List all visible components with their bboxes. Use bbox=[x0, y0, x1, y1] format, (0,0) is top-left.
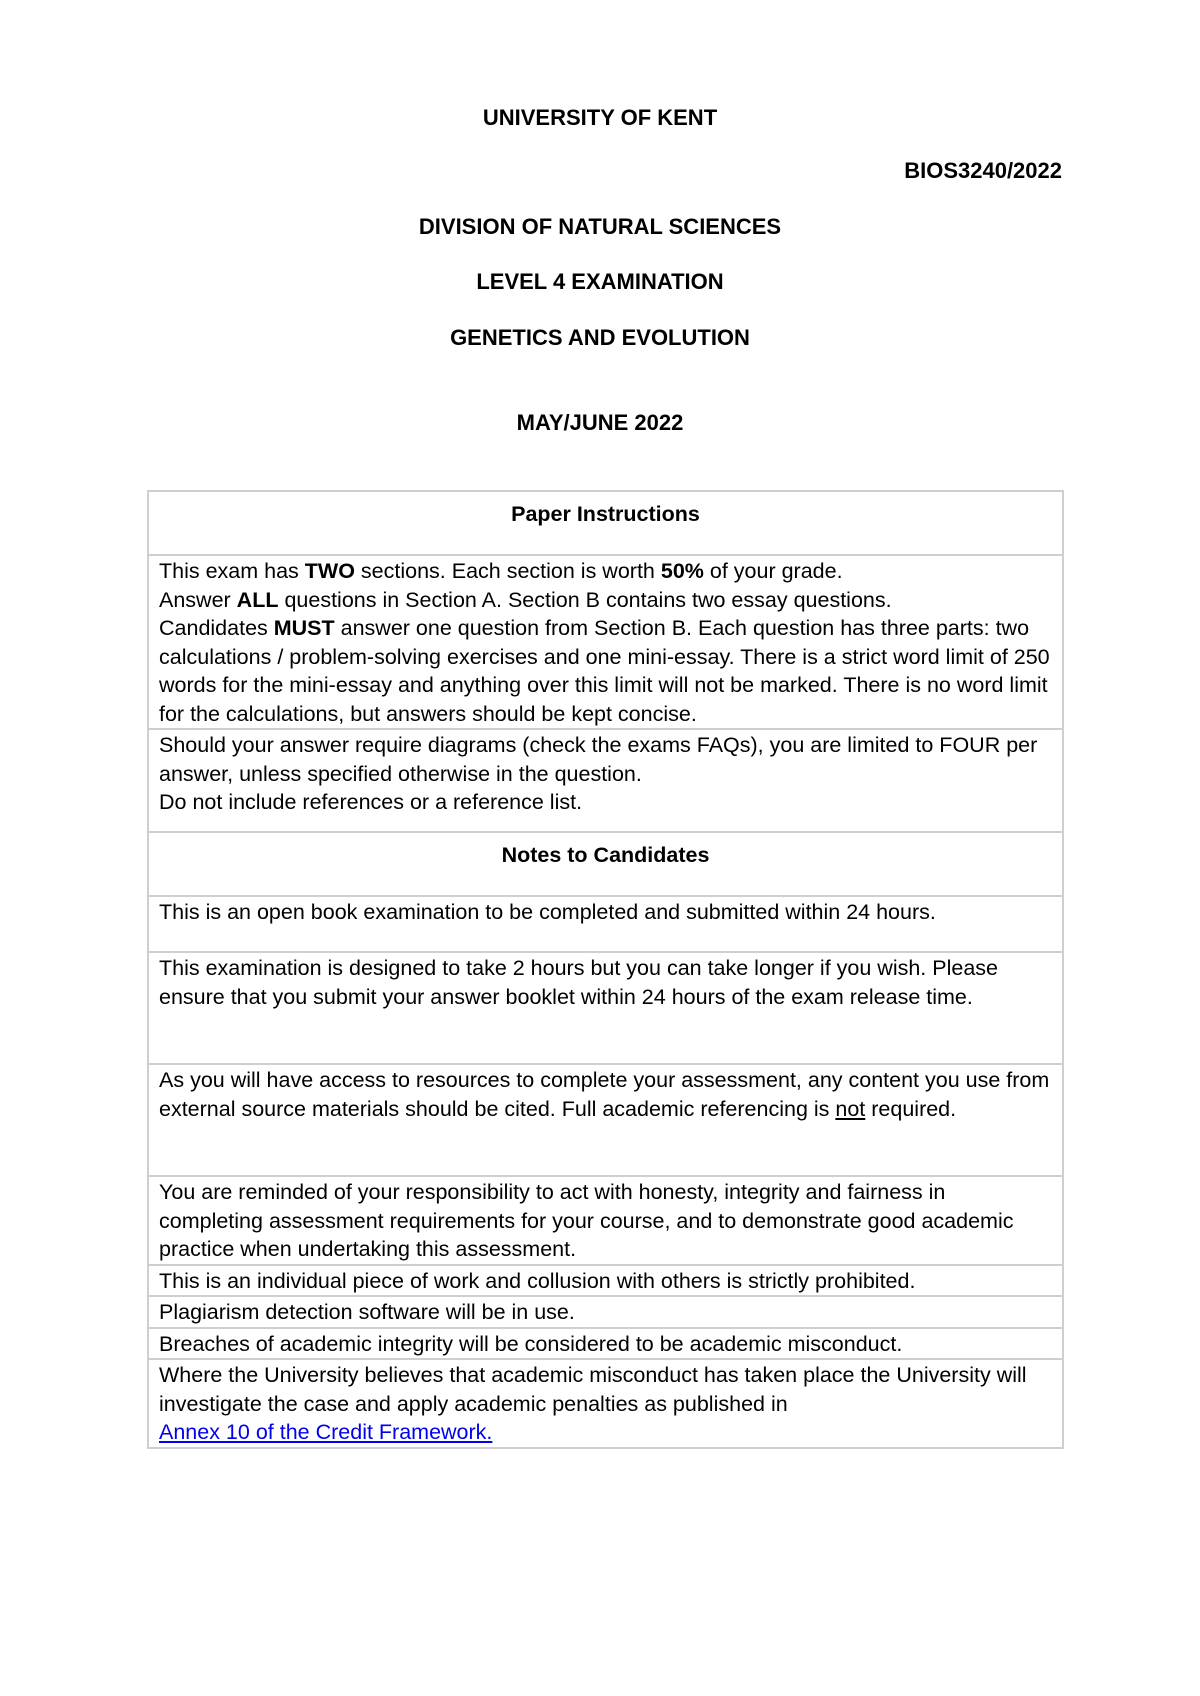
instructions-paragraph-2: Should your answer require diagrams (check the exams FAQs), you are limited to FOUR per answer, unless specified otherwise in the question. Do not include references or a reference list. bbox=[148, 729, 1063, 832]
paper-instructions-heading: Paper Instructions bbox=[148, 491, 1063, 555]
division-title: DIVISION OF NATURAL SCIENCES bbox=[418, 214, 782, 239]
note-plagiarism: Plagiarism detection software will be in use. bbox=[148, 1296, 1063, 1328]
exam-session: MAY/JUNE 2022 bbox=[516, 410, 684, 435]
instructions-paragraph-1: This exam has TWO sections. Each section is worth 50% of your grade. Answer ALL questions in Section A. Section B contains two essay questions. Candidates MUST answer one question from Section B. Each question has three parts: two calculations / problem-solving exercises and one mini-essay. There is a strict word limit of 250 words for the mini-essay and anything over this limit will not be marked. There is no word limit for the calculations, but answers should be kept concise. bbox=[148, 555, 1063, 729]
note-duration: This examination is designed to take 2 hours but you can take longer if you wish. Please ensure that you submit your answer booklet within 24 hours of the exam release time. bbox=[148, 952, 1063, 1064]
note-misconduct: Where the University believes that academic misconduct has taken place the University will investigate the case and apply academic penalties as published in Annex 10 of the Credit Framework. bbox=[148, 1359, 1063, 1448]
instructions-table bbox=[147, 490, 1064, 1449]
module-title: GENETICS AND EVOLUTION bbox=[450, 325, 750, 350]
exam-level: LEVEL 4 EXAMINATION bbox=[476, 269, 724, 294]
note-open-book: This is an open book examination to be completed and submitted within 24 hours. bbox=[148, 896, 1063, 952]
note-integrity: You are reminded of your responsibility to act with honesty, integrity and fairness in completing assessment requirements for your course, and to demonstrate good academic practice when undertaking this assessment. bbox=[148, 1176, 1063, 1265]
note-referencing: As you will have access to resources to complete your assessment, any content you use from external source materials should be cited. Full academic referencing is not required. bbox=[148, 1064, 1063, 1176]
note-breaches: Breaches of academic integrity will be considered to be academic misconduct. bbox=[148, 1328, 1063, 1360]
university-title: UNIVERSITY OF KENT bbox=[482, 105, 718, 130]
note-collusion: This is an individual piece of work and collusion with others is strictly prohibited. bbox=[148, 1265, 1063, 1297]
credit-framework-link[interactable]: Annex 10 of the Credit Framework. bbox=[159, 1420, 493, 1444]
notes-heading: Notes to Candidates bbox=[148, 832, 1063, 896]
module-code: BIOS3240/2022 bbox=[904, 158, 1062, 183]
